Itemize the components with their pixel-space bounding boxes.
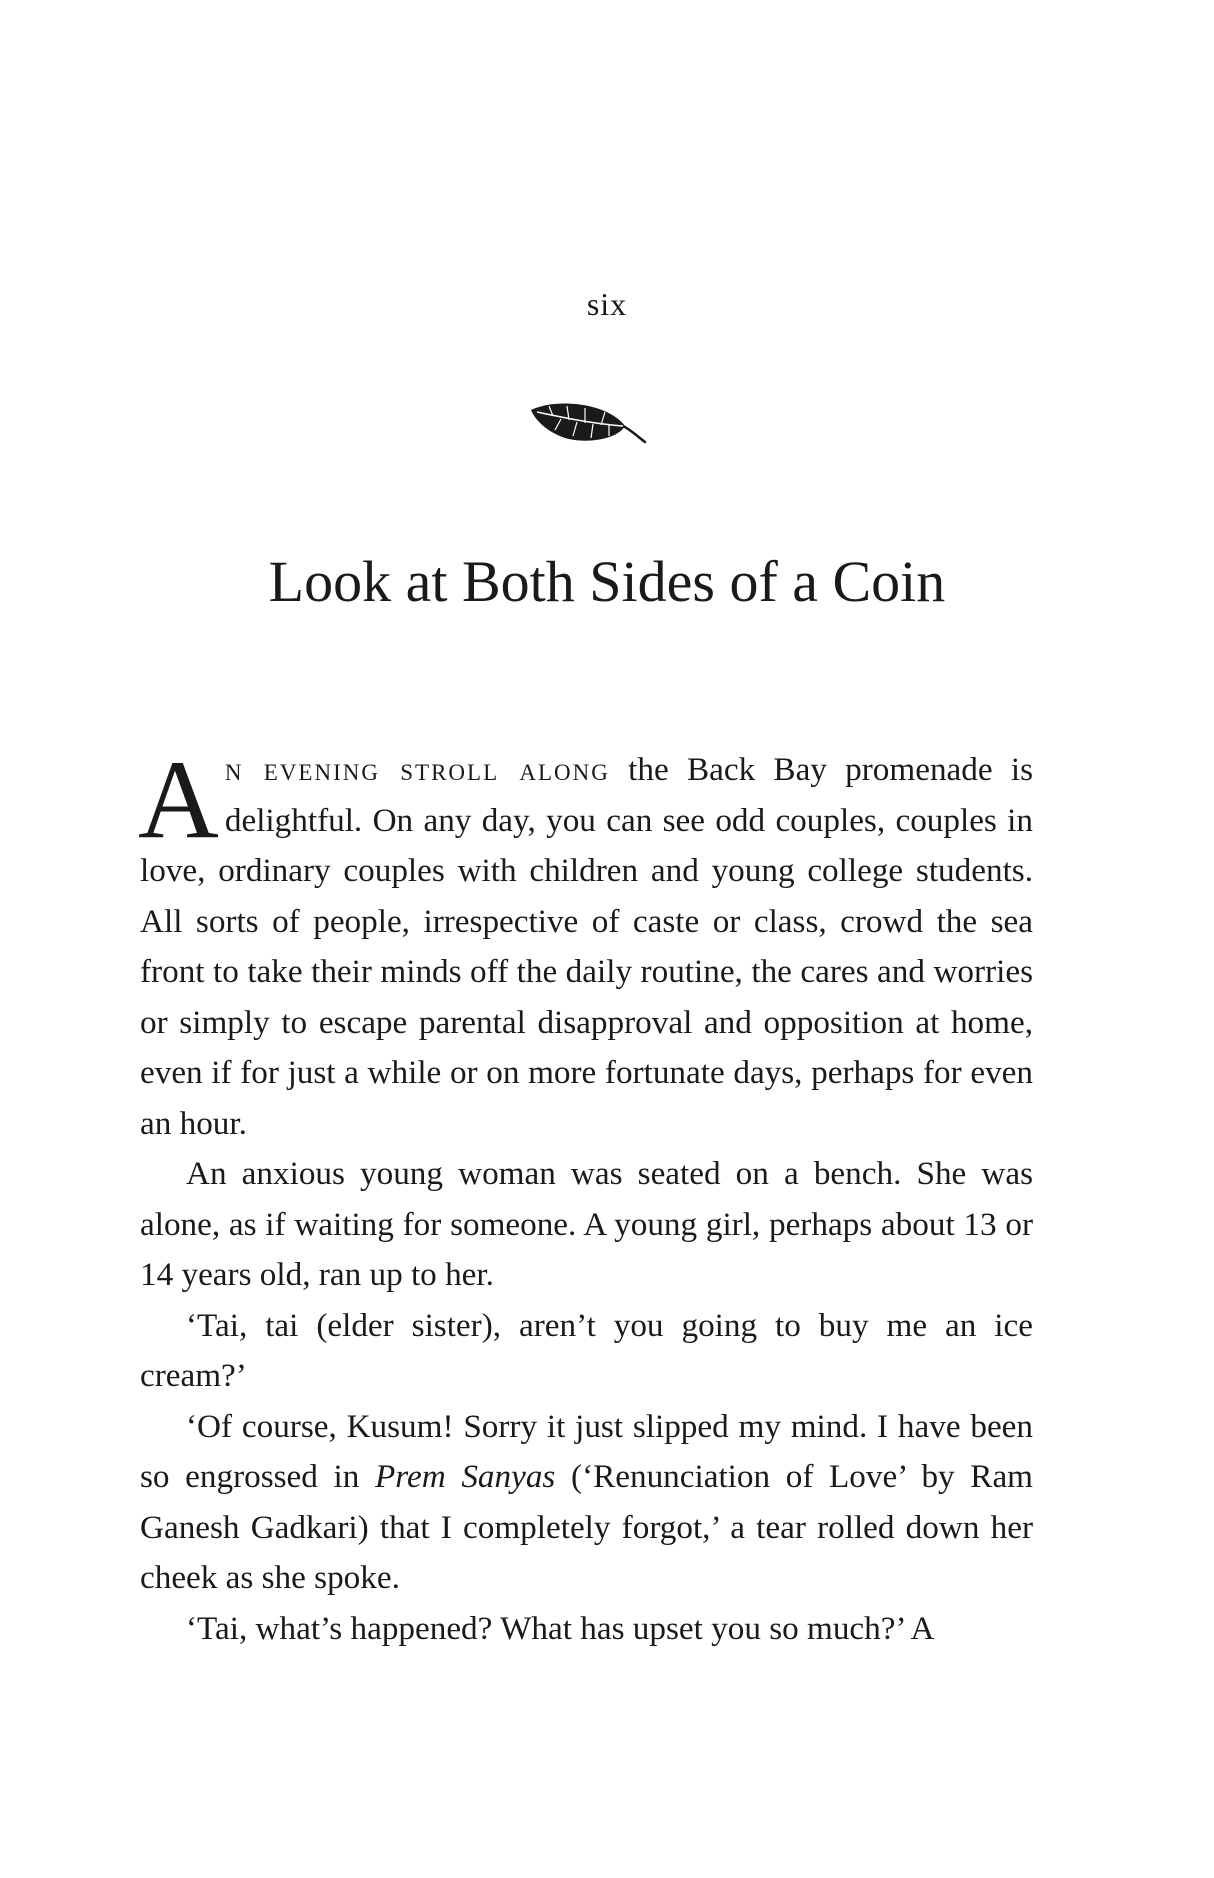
- small-caps-opening: n evening stroll along: [224, 751, 610, 788]
- paragraph-4-text-before: ‘Of course, Kusum! Sorry it just slipped my mind. I have been so engrossed in: [140, 1407, 1033, 1495]
- paragraph-4-text-after: (‘Renunciation of Love’ by Ram Ganesh Gadkari) that I completely forgot,’ a tear rolled down her cheek as she spoke.: [140, 1458, 1033, 1596]
- book-title-italic: Prem Sanyas: [375, 1458, 556, 1495]
- chapter-title: Look at Both Sides of a Coin: [268, 549, 946, 614]
- paragraph-3: ‘Tai, tai (elder sister), aren’t you going to buy me an ice cream?’: [140, 1306, 1033, 1394]
- paragraph-5: ‘Tai, what’s happened? What has upset you so much?’ A: [186, 1609, 935, 1647]
- chapter-number: six: [586, 286, 628, 322]
- paragraph-1-text: the Back Bay promenade is delightful. On any day, you can see odd couples, couples in love, ordinary couples with children and young college students. All sorts of people, irrespective of caste or class, crowd the sea front to take their minds off the daily routine, the cares and worries or simply to escape parental disapproval and opposition at home, even if for just a while or on more fortunate days, perhaps for even an hour.: [140, 751, 1033, 1142]
- leaf-icon: [525, 396, 655, 456]
- paragraph-4: [140, 1402, 1033, 1604]
- drop-cap: A: [138, 738, 219, 862]
- paragraph-1: [138, 738, 1033, 1149]
- chapter-body: [138, 738, 1033, 1654]
- paragraph-2: An anxious young woman was seated on a bench. She was alone, as if waiting for someone. A young girl, perhaps about 13 or 14 years old, ran up to her.: [140, 1155, 1033, 1293]
